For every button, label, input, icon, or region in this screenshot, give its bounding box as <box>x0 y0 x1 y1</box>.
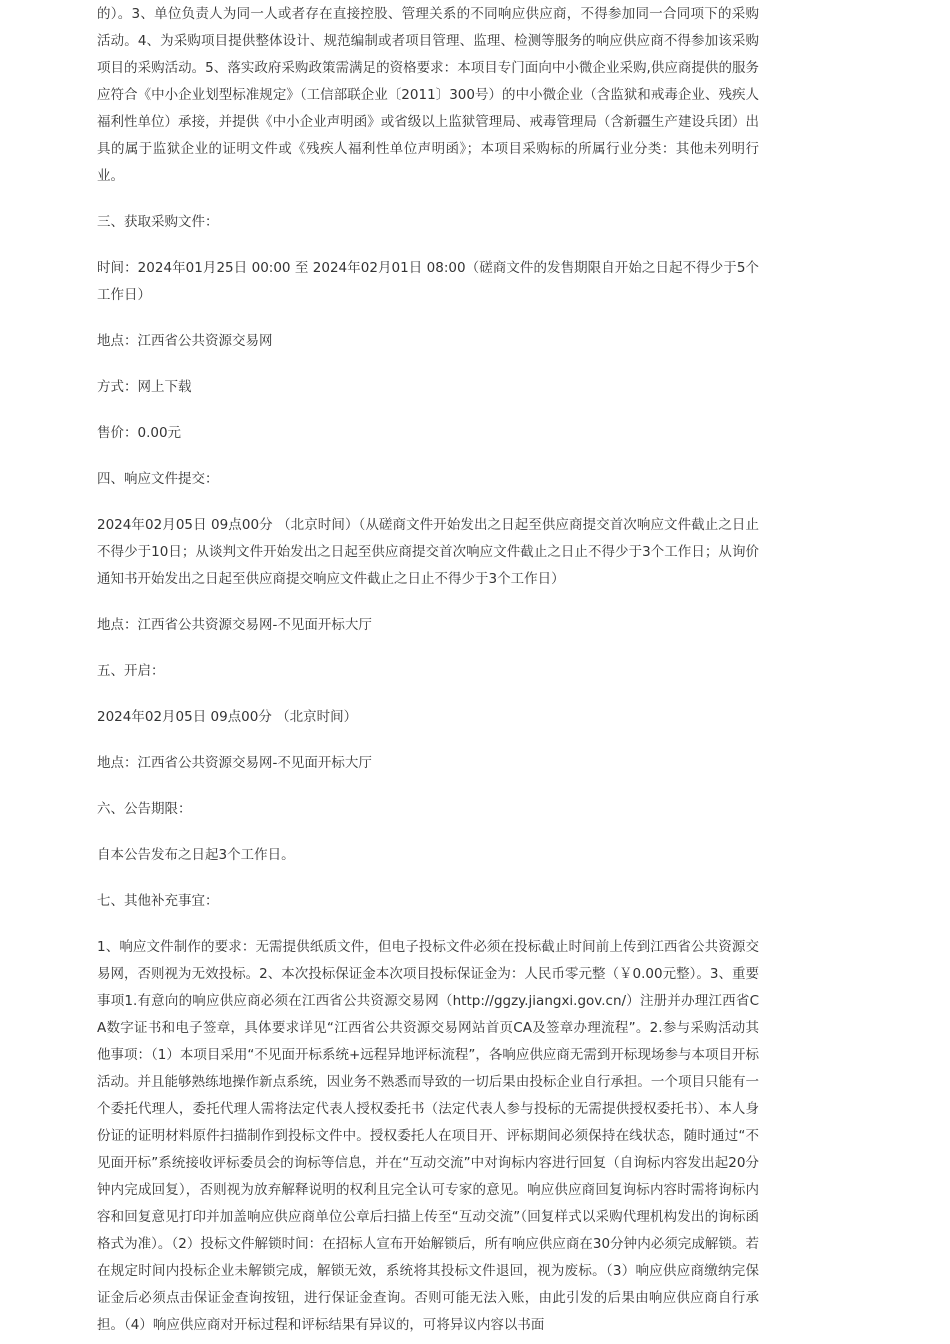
submission-location: 地点：江西省公共资源交易网-不见面开标大厅 <box>97 617 372 633</box>
opening-location: 地点：江西省公共资源交易网-不见面开标大厅 <box>97 755 372 771</box>
obtain-location: 地点：江西省公共资源交易网 <box>97 333 273 349</box>
document-body <box>97 0 759 1339</box>
section-heading-other-matters: 七、其他补充事宜： <box>97 893 219 909</box>
obtain-method: 方式：网上下载 <box>97 379 192 395</box>
notice-period-text: 自本公告发布之日起3个工作日。 <box>97 847 295 863</box>
submission-time: 2024年02月05日 09点00分 （北京时间）（从磋商文件开始发出之日起至供应商提交首次响应文件截止之日止不得少于10日；从谈判文件开始发出之日起至供应商提交首次响应文件截止之日止不得少于3个工作日；从询价通知书开始发出之日起至供应商提交响应文件截止之日止不得少于3个工作日） <box>97 517 759 587</box>
other-matters-paragraph: 1、响应文件制作的要求：无需提供纸质文件，但电子投标文件必须在投标截止时间前上传到江西省公共资源交易网，否则视为无效投标。2、本次投标保证金本次项目投标保证金为：人民币零元整（￥0.00元整）。3、重要事项1.有意向的响应供应商必须在江西省公共资源交易网（http://ggzy.jiangxi.gov.cn/）注册并办理江西省CA数字证书和电子签章，具体要求详见“江西省公共资源交易网站首页CA及签章办理流程”。2.参与采购活动其他事项：（1）本项目采用“不见面开标系统+远程异地评标流程”，各响应供应商无需到开标现场参与本项目开标活动。并且能够熟练地操作新点系统，因业务不熟悉而导致的一切后果由投标企业自行承担。一个项目只能有一个委托代理人，委托代理人需将法定代表人授权委托书（法定代表人参与投标的无需提供授权委托书）、本人身份证的证明材料原件扫描制作到投标文件中。授权委托人在项目开、评标期间必须保持在线状态，随时通过“不见面开标”系统接收评标委员会的询标等信息，并在“互动交流”中对询标内容进行回复（自询标内容发出起20分钟内完成回复），否则视为放弃解释说明的权利且完全认可专家的意见。响应供应商回复询标内容时需将询标内容和回复意见打印并加盖响应供应商单位公章后扫描上传至“互动交流”（回复样式以采购代理机构发出的询标函格式为准）。（2）投标文件解锁时间：在招标人宣布开始解锁后，所有响应供应商在30分钟内必须完成解锁。若在规定时间内投标企业未解锁完成，解锁无效，系统将其投标文件退回，视为废标。（3）响应供应商缴纳完保证金后必须点击保证金查询按钮，进行保证金查询。否则可能无法入账，由此引发的后果由响应供应商自行承担。（4）响应供应商对开标过程和评标结果有异议的，可将异议内容以书面 <box>97 939 759 1333</box>
section-heading-notice-period: 六、公告期限： <box>97 801 192 817</box>
obtain-price: 售价：0.00元 <box>97 425 182 441</box>
section-heading-submission: 四、响应文件提交： <box>97 471 219 487</box>
obtain-time: 时间：2024年01月25日 00:00 至 2024年02月01日 08:00（磋商文件的发售期限自开始之日起不得少于5个工作日） <box>97 260 759 303</box>
section-heading-obtain-documents: 三、获取采购文件： <box>97 214 219 230</box>
section-heading-opening: 五、开启： <box>97 663 165 679</box>
opening-time: 2024年02月05日 09点00分 （北京时间） <box>97 709 358 725</box>
qualification-requirements-paragraph: 的）。3、单位负责人为同一人或者存在直接控股、管理关系的不同响应供应商，不得参加同一合同项下的采购活动。4、为采购项目提供整体设计、规范编制或者项目管理、监理、检测等服务的响应供应商不得参加该采购项目的采购活动。5、落实政府采购政策需满足的资格要求：本项目专门面向中小微企业采购,供应商提供的服务应符合《中小企业划型标准规定》（工信部联企业〔2011〕300号）的中小微企业（含监狱和戒毒企业、残疾人福利性单位）承接，并提供《中小企业声明函》或省级以上监狱管理局、戒毒管理局（含新疆生产建设兵团）出具的属于监狱企业的证明文件或《残疾人福利性单位声明函》；本项目采购标的所属行业分类：其他未列明行业。 <box>97 6 759 184</box>
